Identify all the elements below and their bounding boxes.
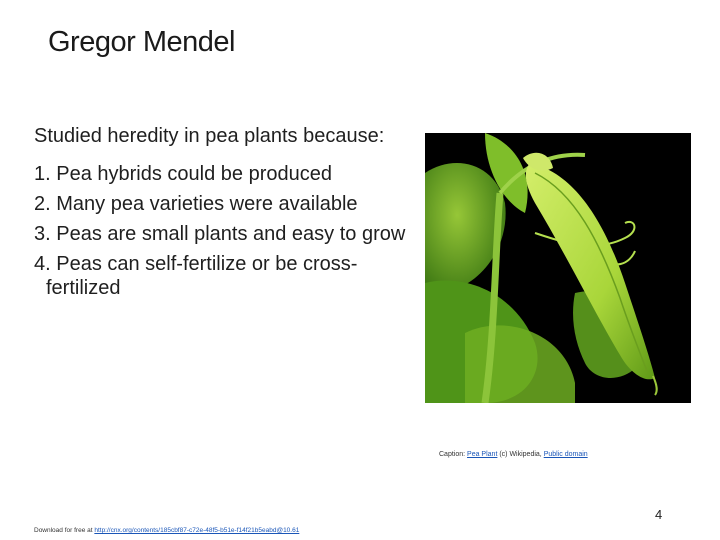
page-number: 4 <box>655 507 663 522</box>
image-caption <box>439 451 588 458</box>
caption-prefix: Caption: <box>439 451 468 458</box>
slide-body <box>34 124 414 306</box>
slide-title: Gregor Mendel <box>48 26 235 58</box>
download-prefix: Download for free at <box>34 527 95 534</box>
pea-plant-photo <box>425 133 691 403</box>
download-footer <box>34 527 299 534</box>
caption-middle: (c) Wikipedia, <box>497 451 544 458</box>
download-link[interactable]: http://cnx.org/contents/185cbf87-c72e-48f5-b51e-f14f21b5eabd@10.61 <box>94 527 300 534</box>
list-item: 1. Pea hybrids could be produced <box>34 163 332 185</box>
pea-plant-link[interactable]: Pea Plant <box>467 451 498 458</box>
pea-plant-illustration <box>425 133 691 403</box>
reasons-list <box>34 162 414 300</box>
intro-text: Studied heredity in pea plants because: <box>34 125 385 147</box>
public-domain-link[interactable]: Public domain <box>543 451 588 458</box>
list-item: 3. Peas are small plants and easy to grow <box>34 223 406 245</box>
list-item: 2. Many pea varieties were available <box>34 193 358 215</box>
list-item: 4. Peas can self-fertilize or be cross-fertilized <box>34 253 358 299</box>
